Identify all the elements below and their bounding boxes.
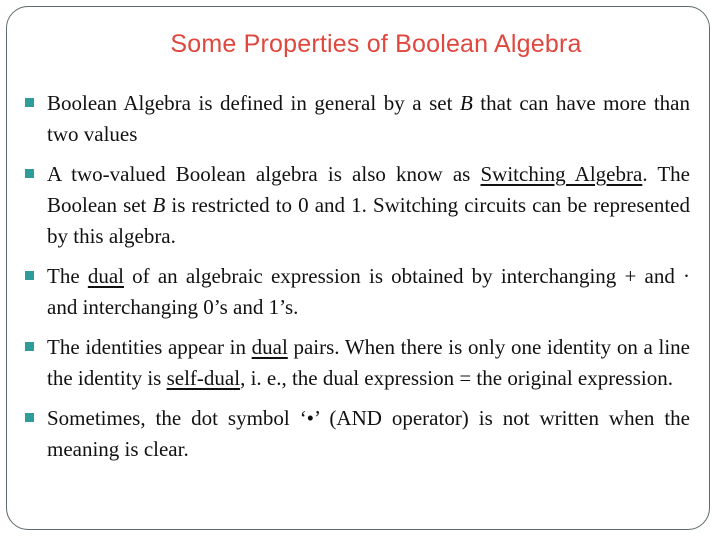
square-bullet-icon [25,342,34,351]
square-bullet-icon [25,98,34,107]
bullet-item-3: The dual of an algebraic expression is obtained by interchanging + and · and interchanging 0’s and 1’s. [22,261,690,323]
square-bullet-icon [25,271,34,280]
bullet-item-1: Boolean Algebra is defined in general by a set B that can have more than two values [22,88,690,150]
bullet-item-4: The identities appear in dual pairs. When there is only one identity on a line the identity is self-dual, i. e., the dual expression = the original expression. [22,332,690,394]
square-bullet-icon [25,413,34,422]
term-self-dual: self-dual [166,366,241,390]
term-dual: dual [251,335,288,359]
bullet-item-5: Sometimes, the dot symbol ‘•’ (AND operator) is not written when the meaning is clear. [22,403,690,465]
slide-title [0,30,720,59]
term-switching-algebra: Switching Algebra [480,162,643,186]
term-dual: dual [87,264,124,288]
bullet-list [22,88,690,474]
bullet-item-2: A two-valued Boolean algebra is also know as Switching Algebra. The Boolean set B is restricted to 0 and 1. Switching circuits can be represented by this algebra. [22,159,690,252]
square-bullet-icon [25,169,34,178]
slide-title-text: Some Properties of Boolean Algebra [170,30,582,58]
